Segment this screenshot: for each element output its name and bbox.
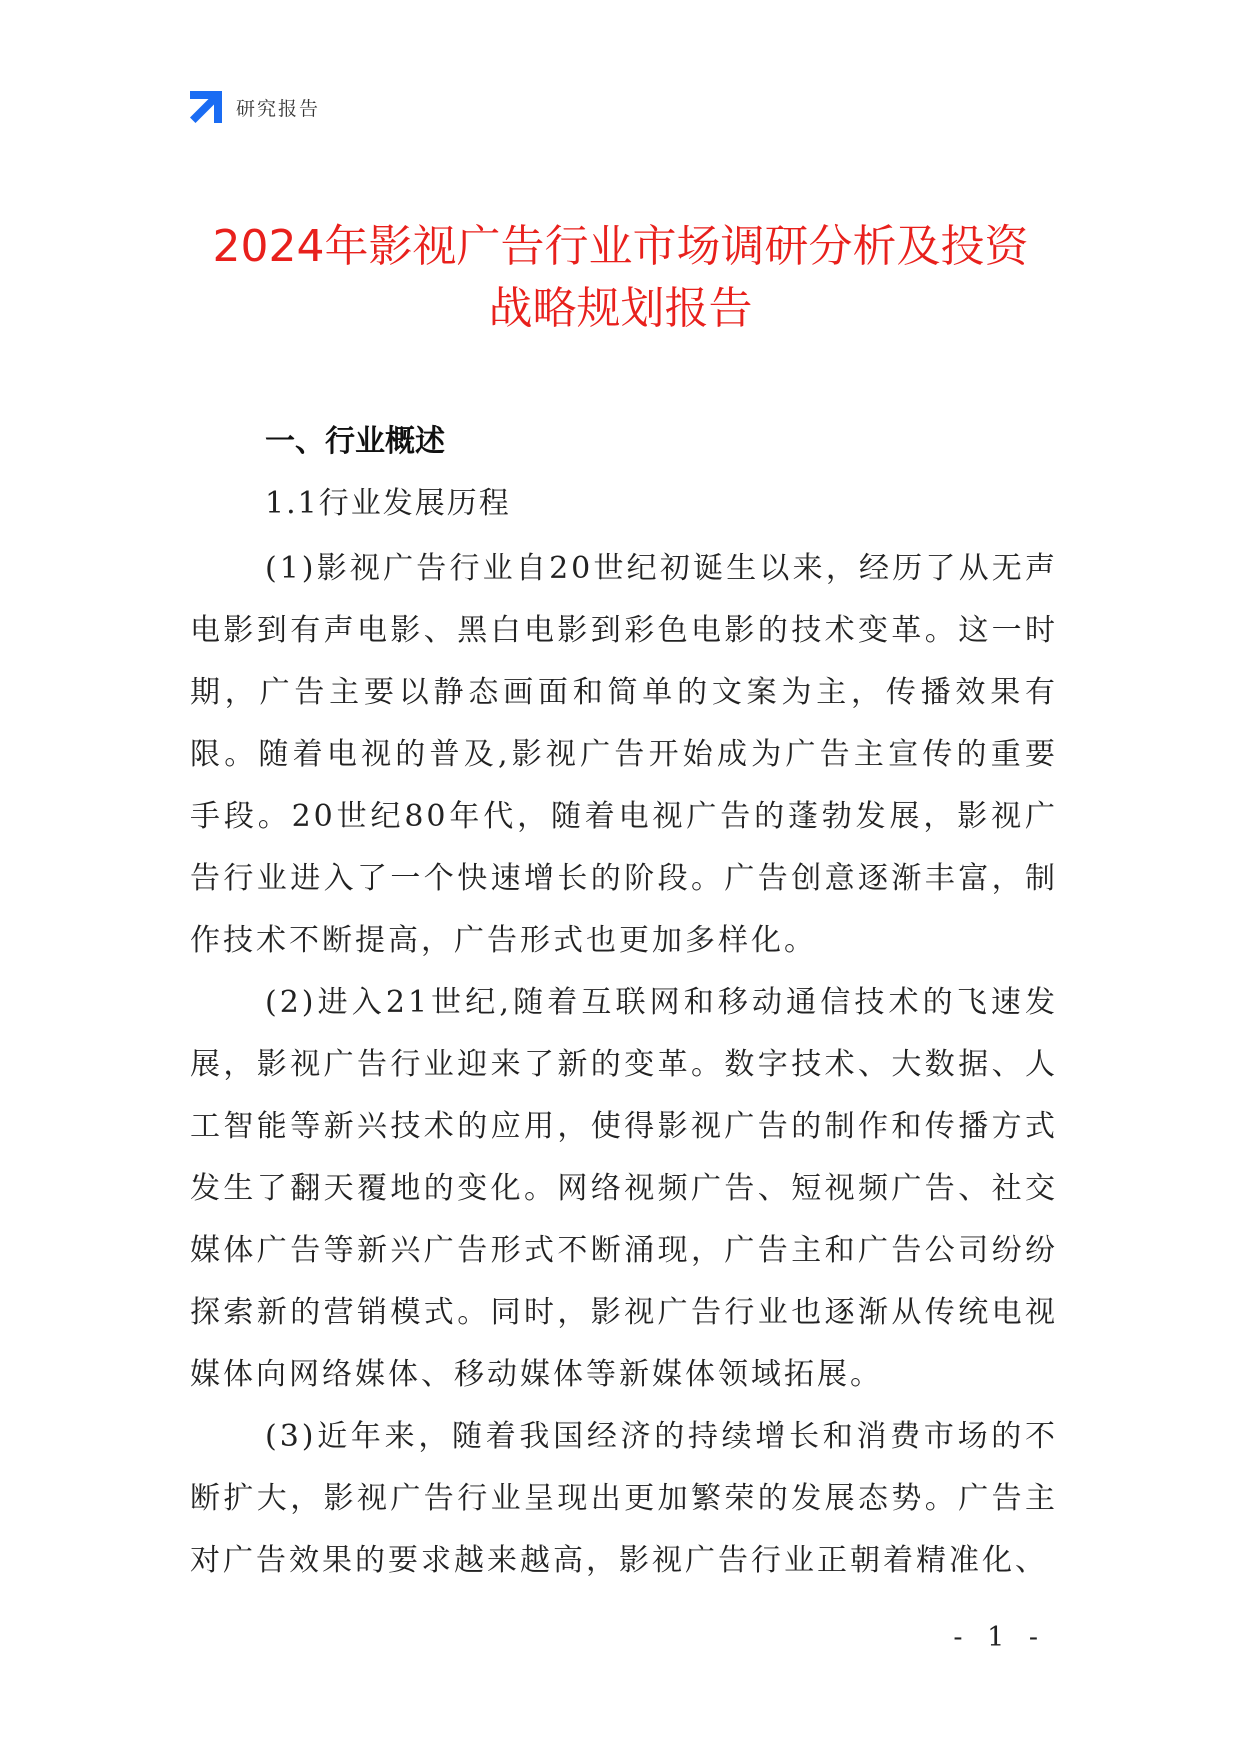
document-header: [188, 88, 320, 126]
paragraph-3: (3)近年来，随着我国经济的持续增长和消费市场的不断扩大，影视广告行业呈现出更加繁荣的发展态势。广告主对广告效果的要求越来越高，影视广告行业正朝着精准化、: [190, 1419, 1058, 1578]
document-title-line-1: 2024年影视广告行业市场调研分析及投资: [212, 221, 1029, 272]
paragraph-1: (1)影视广告行业自20世纪初诞生以来，经历了从无声电影到有声电影、黑白电影到彩色电影的技术变革。这一时期，广告主要以静态画面和简单的文案为主，传播效果有限。随着电视的普及,影视广告开始成为广告主宣传的重要手段。20世纪80年代，随着电视广告的蓬勃发展，影视广告行业进入了一个快速增长的阶段。广告创意逐渐丰富，制作技术不断提高，广告形式也更加多样化。: [190, 551, 1058, 958]
arrow-up-right-icon: [188, 89, 224, 125]
document-title: [150, 216, 1091, 340]
header-label: 研究报告: [236, 97, 321, 120]
page-number: - 1 -: [953, 1622, 1046, 1653]
document-body: [190, 538, 1058, 1592]
paragraph-2: (2)进入21世纪,随着互联网和移动通信技术的飞速发展，影视广告行业迎来了新的变革。数字技术、大数据、人工智能等新兴技术的应用，使得影视广告的制作和传播方式发生了翻天覆地的变化。网络视频广告、短视频广告、社交媒体广告等新兴广告形式不断涌现，广告主和广告公司纷纷探索新的营销模式。同时，影视广告行业也逐渐从传统电视媒体向网络媒体、移动媒体等新媒体领域拓展。: [190, 985, 1058, 1392]
subsection-heading: 1.1行业发展历程: [265, 486, 511, 521]
section-heading: 一、行业概述: [265, 424, 445, 459]
document-title-line-2: 战略规划报告: [488, 283, 753, 334]
